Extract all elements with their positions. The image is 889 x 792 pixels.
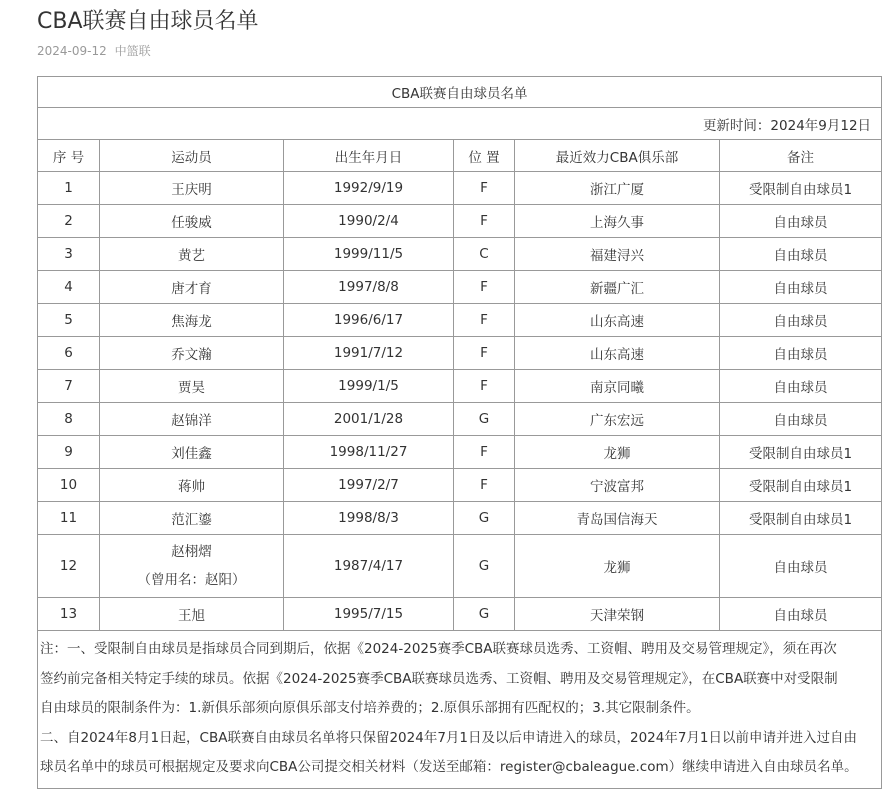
cell-last-club: 山东高速 <box>515 304 720 337</box>
cell-last-club: 新疆广汇 <box>515 271 720 304</box>
cell-last-club: 上海久事 <box>515 205 720 238</box>
cell-last-club: 福建浔兴 <box>515 238 720 271</box>
cell-last-club: 浙江广厦 <box>515 172 720 205</box>
cell-birthdate: 1999/1/5 <box>284 370 454 403</box>
cell-last-club: 宁波富邦 <box>515 469 720 502</box>
cell-birthdate: 1997/2/7 <box>284 469 454 502</box>
cell-player <box>100 535 284 598</box>
cell-birthdate: 1987/4/17 <box>284 535 454 598</box>
table-row <box>38 370 882 403</box>
cell-player: 乔文瀚 <box>100 337 284 370</box>
player-alias: （曾用名：赵阳） <box>137 572 246 588</box>
cell-position: F <box>454 436 515 469</box>
cell-number: 8 <box>38 403 100 436</box>
cell-birthdate: 1996/6/17 <box>284 304 454 337</box>
cell-remark: 自由球员 <box>720 205 882 238</box>
cell-remark: 受限制自由球员1 <box>720 502 882 535</box>
cell-player: 刘佳鑫 <box>100 436 284 469</box>
note-line: 签约前完备相关特定手续的球员。依据《2024-2025赛季CBA联赛球员选秀、工资帽、聘用及交易管理规定》，在CBA联赛中对受限制 <box>40 670 838 687</box>
table-notes <box>38 631 882 789</box>
header-number: 序 号 <box>38 140 100 172</box>
table-row <box>38 337 882 370</box>
cell-position: F <box>454 337 515 370</box>
cell-remark: 受限制自由球员1 <box>720 172 882 205</box>
cell-position: F <box>454 469 515 502</box>
free-agent-table <box>37 76 882 789</box>
cell-last-club: 青岛国信海天 <box>515 502 720 535</box>
cell-player: 蒋帅 <box>100 469 284 502</box>
cell-number: 10 <box>38 469 100 502</box>
table-row <box>38 502 882 535</box>
article-meta <box>37 42 151 59</box>
header-last-club: 最近效力CBA俱乐部 <box>515 140 720 172</box>
cell-remark: 自由球员 <box>720 238 882 271</box>
player-name: 赵栩熠 <box>171 544 212 560</box>
table-row <box>38 304 882 337</box>
update-time: 更新时间：2024年9月12日 <box>38 108 882 140</box>
page-title: CBA联赛自由球员名单 <box>37 9 259 34</box>
cell-remark: 受限制自由球员1 <box>720 469 882 502</box>
cell-birthdate: 1990/2/4 <box>284 205 454 238</box>
cell-number: 9 <box>38 436 100 469</box>
cell-last-club: 龙狮 <box>515 535 720 598</box>
note-line: 自由球员的限制条件为：1.新俱乐部须向原俱乐部支付培养费的；2.原俱乐部拥有匹配权的；3.其它限制条件。 <box>40 700 700 716</box>
cell-position: C <box>454 238 515 271</box>
table-row <box>38 238 882 271</box>
cell-position: F <box>454 370 515 403</box>
header-remark: 备注 <box>720 140 882 172</box>
cell-number: 5 <box>38 304 100 337</box>
table-row <box>38 205 882 238</box>
cell-remark: 自由球员 <box>720 271 882 304</box>
cell-player: 王旭 <box>100 598 284 631</box>
cell-number: 12 <box>38 535 100 598</box>
cell-number: 4 <box>38 271 100 304</box>
cell-birthdate: 1998/8/3 <box>284 502 454 535</box>
cell-birthdate: 1997/8/8 <box>284 271 454 304</box>
cell-number: 7 <box>38 370 100 403</box>
cell-position: F <box>454 271 515 304</box>
table-row <box>38 271 882 304</box>
note-line: 球员名单中的球员可根据规定及要求向CBA公司提交相关材料（发送至邮箱：register@cbaleague.com）继续申请进入自由球员名单。 <box>40 759 858 775</box>
cell-position: G <box>454 502 515 535</box>
article-source: 中篮联 <box>114 44 151 58</box>
cell-remark: 自由球员 <box>720 304 882 337</box>
cell-number: 1 <box>38 172 100 205</box>
cell-position: G <box>454 598 515 631</box>
cell-last-club: 南京同曦 <box>515 370 720 403</box>
cell-player: 赵锦洋 <box>100 403 284 436</box>
table-caption: CBA联赛自由球员名单 <box>38 77 882 108</box>
cell-player: 焦海龙 <box>100 304 284 337</box>
table-row <box>38 172 882 205</box>
table-row <box>38 535 882 598</box>
header-row <box>38 140 882 172</box>
cell-position: G <box>454 535 515 598</box>
header-position: 位 置 <box>454 140 515 172</box>
cell-birthdate: 2001/1/28 <box>284 403 454 436</box>
cell-birthdate: 1992/9/19 <box>284 172 454 205</box>
cell-last-club: 广东宏远 <box>515 403 720 436</box>
cell-number: 2 <box>38 205 100 238</box>
cell-birthdate: 1998/11/27 <box>284 436 454 469</box>
cell-player: 黄艺 <box>100 238 284 271</box>
cell-player: 范汇鎏 <box>100 502 284 535</box>
cell-player: 王庆明 <box>100 172 284 205</box>
cell-last-club: 天津荣钢 <box>515 598 720 631</box>
cell-player: 任骏威 <box>100 205 284 238</box>
note-line: 注：一、受限制自由球员是指球员合同到期后，依据《2024-2025赛季CBA联赛球员选秀、工资帽、聘用及交易管理规定》，须在再次 <box>40 641 837 657</box>
cell-remark: 自由球员 <box>720 370 882 403</box>
table-row <box>38 403 882 436</box>
cell-number: 11 <box>38 502 100 535</box>
cell-number: 6 <box>38 337 100 370</box>
cell-position: F <box>454 205 515 238</box>
cell-number: 13 <box>38 598 100 631</box>
cell-remark: 自由球员 <box>720 337 882 370</box>
cell-position: G <box>454 403 515 436</box>
cell-remark: 自由球员 <box>720 403 882 436</box>
header-birthdate: 出生年月日 <box>284 140 454 172</box>
table-row <box>38 469 882 502</box>
cell-remark: 受限制自由球员1 <box>720 436 882 469</box>
cell-birthdate: 1995/7/15 <box>284 598 454 631</box>
cell-position: F <box>454 172 515 205</box>
cell-last-club: 龙狮 <box>515 436 720 469</box>
cell-birthdate: 1991/7/12 <box>284 337 454 370</box>
cell-birthdate: 1999/11/5 <box>284 238 454 271</box>
cell-remark: 自由球员 <box>720 598 882 631</box>
publish-date: 2024-09-12 <box>37 44 107 58</box>
table-row <box>38 436 882 469</box>
cell-player: 贾昊 <box>100 370 284 403</box>
header-player: 运动员 <box>100 140 284 172</box>
cell-remark: 自由球员 <box>720 535 882 598</box>
cell-last-club: 山东高速 <box>515 337 720 370</box>
cell-player: 唐才育 <box>100 271 284 304</box>
note-line: 二、自2024年8月1日起，CBA联赛自由球员名单将只保留2024年7月1日及以后申请进入的球员，2024年7月1日以前申请并进入过自由 <box>40 729 858 746</box>
cell-position: F <box>454 304 515 337</box>
table-row <box>38 598 882 631</box>
cell-number: 3 <box>38 238 100 271</box>
notes-row <box>38 631 882 789</box>
